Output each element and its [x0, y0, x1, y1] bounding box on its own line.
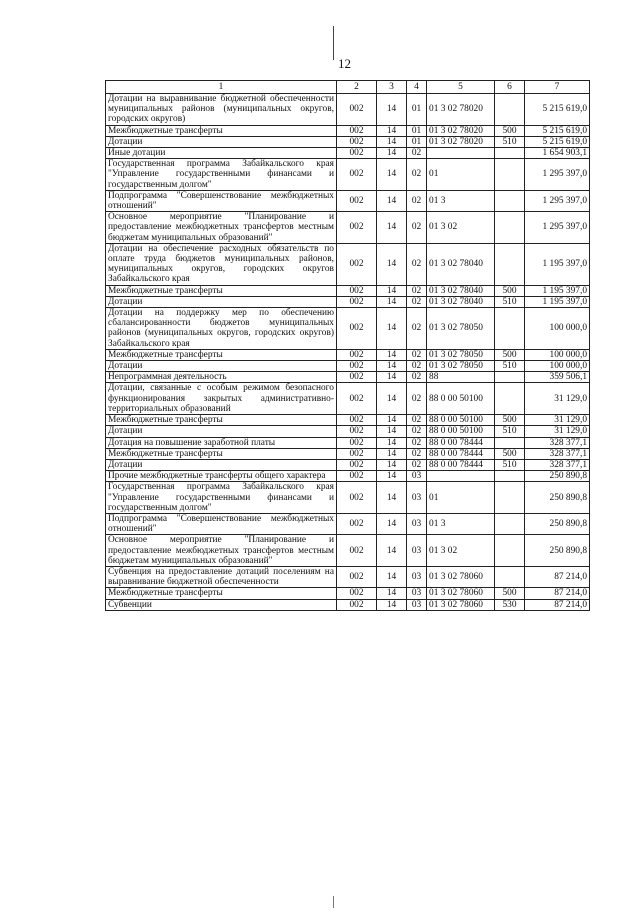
row-admin-code-cell: 002 — [337, 471, 377, 482]
row-amount-cell: 5 215 619,0 — [525, 94, 590, 126]
header-row — [106, 81, 590, 94]
table-row — [106, 125, 590, 136]
row-amount-cell: 31 129,0 — [525, 415, 590, 426]
row-amount-cell: 5 215 619,0 — [525, 125, 590, 136]
row-section-cell: 14 — [377, 349, 407, 360]
row-admin-code-cell: 002 — [337, 361, 377, 372]
row-expense-type-cell — [495, 148, 525, 159]
row-name-cell: Государственная программа Забайкальского края "Управление государственными финансами и государственным долгом" — [106, 482, 337, 514]
row-admin-code-cell: 002 — [337, 285, 377, 296]
row-subsection-cell: 02 — [407, 448, 427, 459]
row-name-cell: Дотации, связанные с особым режимом безопасного функционирования закрытых административно-территориальных образований — [106, 383, 337, 415]
row-target-code-cell: 01 3 02 78020 — [427, 125, 495, 136]
row-admin-code-cell: 002 — [337, 535, 377, 567]
table-row — [106, 361, 590, 372]
row-admin-code-cell: 002 — [337, 296, 377, 307]
row-target-code-cell: 01 3 02 78050 — [427, 349, 495, 360]
row-target-code-cell: 01 3 02 — [427, 535, 495, 567]
table-row — [106, 94, 590, 126]
row-expense-type-cell — [495, 212, 525, 244]
row-expense-type-cell: 510 — [495, 136, 525, 147]
row-admin-code-cell: 002 — [337, 448, 377, 459]
table-row — [106, 159, 590, 191]
row-expense-type-cell — [495, 513, 525, 534]
row-section-cell: 14 — [377, 308, 407, 350]
row-expense-type-cell — [495, 383, 525, 415]
row-amount-cell: 100 000,0 — [525, 349, 590, 360]
row-admin-code-cell: 002 — [337, 372, 377, 383]
row-amount-cell: 328 377,1 — [525, 448, 590, 459]
row-amount-cell: 87 214,0 — [525, 588, 590, 599]
row-expense-type-cell — [495, 243, 525, 285]
row-target-code-cell: 01 3 02 — [427, 212, 495, 244]
row-target-code-cell: 01 3 02 78050 — [427, 361, 495, 372]
header-cell-2: 2 — [337, 81, 377, 94]
row-admin-code-cell: 002 — [337, 437, 377, 448]
row-target-code-cell: 01 3 02 78050 — [427, 308, 495, 350]
table-row — [106, 136, 590, 147]
row-subsection-cell: 02 — [407, 459, 427, 470]
row-section-cell: 14 — [377, 243, 407, 285]
table-row — [106, 513, 590, 534]
row-expense-type-cell — [495, 372, 525, 383]
row-name-cell: Дотации на обеспечение расходных обязательств по оплате труда бюджетов муниципальных районов, муниципальных округов, городских округов Забайкальского края — [106, 243, 337, 285]
row-subsection-cell: 03 — [407, 566, 427, 587]
row-amount-cell: 250 890,8 — [525, 482, 590, 514]
row-expense-type-cell: 510 — [495, 361, 525, 372]
table-row — [106, 588, 590, 599]
row-subsection-cell: 01 — [407, 125, 427, 136]
row-admin-code-cell: 002 — [337, 190, 377, 211]
table-body — [106, 94, 590, 611]
row-name-cell: Дотации на поддержку мер по обеспечению сбалансированности бюджетов муниципальных районов (муниципальных округов, городских округов) Забайкальского края — [106, 308, 337, 350]
row-section-cell: 14 — [377, 212, 407, 244]
row-expense-type-cell: 510 — [495, 426, 525, 437]
table-row — [106, 426, 590, 437]
row-subsection-cell: 01 — [407, 94, 427, 126]
row-name-cell: Государственная программа Забайкальского края "Управление государственными финансами и государственным долгом" — [106, 159, 337, 191]
row-expense-type-cell — [495, 535, 525, 567]
header-cell-3: 3 — [377, 81, 407, 94]
row-target-code-cell: 01 3 02 78040 — [427, 296, 495, 307]
row-target-code-cell: 01 — [427, 482, 495, 514]
row-admin-code-cell: 002 — [337, 383, 377, 415]
row-section-cell: 14 — [377, 566, 407, 587]
row-section-cell: 14 — [377, 94, 407, 126]
row-target-code-cell: 88 0 00 78444 — [427, 448, 495, 459]
row-subsection-cell: 02 — [407, 159, 427, 191]
row-target-code-cell: 01 3 02 78060 — [427, 599, 495, 610]
row-section-cell: 14 — [377, 513, 407, 534]
row-target-code-cell: 01 3 — [427, 190, 495, 211]
row-expense-type-cell — [495, 437, 525, 448]
row-target-code-cell: 88 0 00 50100 — [427, 426, 495, 437]
row-admin-code-cell: 002 — [337, 482, 377, 514]
row-admin-code-cell: 002 — [337, 94, 377, 126]
row-target-code-cell: 01 3 02 78020 — [427, 136, 495, 147]
row-name-cell: Дотации — [106, 136, 337, 147]
row-expense-type-cell: 500 — [495, 415, 525, 426]
row-name-cell: Дотация на повышение заработной платы — [106, 437, 337, 448]
row-name-cell: Дотации — [106, 426, 337, 437]
table-row — [106, 459, 590, 470]
table-row — [106, 372, 590, 383]
row-amount-cell: 250 890,8 — [525, 513, 590, 534]
row-admin-code-cell: 002 — [337, 308, 377, 350]
row-name-cell: Межбюджетные трансферты — [106, 415, 337, 426]
row-subsection-cell: 01 — [407, 136, 427, 147]
table-row — [106, 349, 590, 360]
row-amount-cell: 1 295 397,0 — [525, 190, 590, 211]
row-amount-cell: 100 000,0 — [525, 308, 590, 350]
row-name-cell: Основное мероприятие "Планирование и предоставление межбюджетных трансфертов местным бюджетам муниципальных образований" — [106, 212, 337, 244]
row-name-cell: Иные дотации — [106, 148, 337, 159]
row-section-cell: 14 — [377, 415, 407, 426]
row-expense-type-cell — [495, 471, 525, 482]
row-subsection-cell: 02 — [407, 212, 427, 244]
row-subsection-cell: 02 — [407, 148, 427, 159]
row-section-cell: 14 — [377, 588, 407, 599]
row-target-code-cell: 88 0 00 78444 — [427, 459, 495, 470]
row-subsection-cell: 03 — [407, 535, 427, 567]
row-name-cell: Субвенции — [106, 599, 337, 610]
row-target-code-cell: 88 0 00 78444 — [427, 437, 495, 448]
header-cell-1: 1 — [106, 81, 337, 94]
row-admin-code-cell: 002 — [337, 243, 377, 285]
row-section-cell: 14 — [377, 383, 407, 415]
row-subsection-cell: 02 — [407, 437, 427, 448]
table-row — [106, 296, 590, 307]
row-target-code-cell: 88 0 00 50100 — [427, 415, 495, 426]
row-amount-cell: 1 654 903,1 — [525, 148, 590, 159]
row-section-cell: 14 — [377, 426, 407, 437]
row-subsection-cell: 02 — [407, 361, 427, 372]
row-amount-cell: 1 195 397,0 — [525, 285, 590, 296]
row-name-cell: Межбюджетные трансферты — [106, 448, 337, 459]
row-target-code-cell: 88 0 00 50100 — [427, 383, 495, 415]
table-row — [106, 566, 590, 587]
row-subsection-cell: 02 — [407, 243, 427, 285]
row-subsection-cell: 02 — [407, 308, 427, 350]
row-subsection-cell: 03 — [407, 513, 427, 534]
row-admin-code-cell: 002 — [337, 588, 377, 599]
row-section-cell: 14 — [377, 471, 407, 482]
row-admin-code-cell: 002 — [337, 566, 377, 587]
row-name-cell: Прочие межбюджетные трансферты общего характера — [106, 471, 337, 482]
row-subsection-cell: 02 — [407, 426, 427, 437]
row-name-cell: Межбюджетные трансферты — [106, 285, 337, 296]
row-target-code-cell — [427, 148, 495, 159]
row-expense-type-cell — [495, 308, 525, 350]
row-amount-cell: 328 377,1 — [525, 459, 590, 470]
row-target-code-cell: 88 — [427, 372, 495, 383]
fold-tick — [333, 896, 334, 908]
table-row — [106, 599, 590, 610]
row-section-cell: 14 — [377, 148, 407, 159]
header-cell-4: 4 — [407, 81, 427, 94]
row-target-code-cell: 01 — [427, 159, 495, 191]
row-admin-code-cell: 002 — [337, 136, 377, 147]
row-subsection-cell: 02 — [407, 285, 427, 296]
row-section-cell: 14 — [377, 159, 407, 191]
row-amount-cell: 100 000,0 — [525, 361, 590, 372]
row-amount-cell: 87 214,0 — [525, 599, 590, 610]
table-row — [106, 148, 590, 159]
row-subsection-cell: 02 — [407, 415, 427, 426]
row-expense-type-cell — [495, 566, 525, 587]
table-row — [106, 482, 590, 514]
row-target-code-cell: 01 3 02 78040 — [427, 285, 495, 296]
row-name-cell: Подпрограмма "Совершенствование межбюджетных отношений" — [106, 190, 337, 211]
row-name-cell: Дотации на выравнивание бюджетной обеспеченности муниципальных районов (муниципальных округов, городских округов) — [106, 94, 337, 126]
header-cell-7: 7 — [525, 81, 590, 94]
row-expense-type-cell: 500 — [495, 285, 525, 296]
row-amount-cell: 1 195 397,0 — [525, 296, 590, 307]
row-admin-code-cell: 002 — [337, 212, 377, 244]
header-cell-6: 6 — [495, 81, 525, 94]
row-expense-type-cell — [495, 482, 525, 514]
row-expense-type-cell — [495, 159, 525, 191]
row-section-cell: 14 — [377, 125, 407, 136]
row-amount-cell: 87 214,0 — [525, 566, 590, 587]
row-name-cell: Дотации — [106, 459, 337, 470]
row-admin-code-cell: 002 — [337, 599, 377, 610]
row-admin-code-cell: 002 — [337, 148, 377, 159]
row-expense-type-cell — [495, 190, 525, 211]
row-amount-cell: 1 295 397,0 — [525, 159, 590, 191]
row-expense-type-cell: 510 — [495, 296, 525, 307]
row-name-cell: Основное мероприятие "Планирование и предоставление межбюджетных трансфертов местным бюджетам муниципальных образований" — [106, 535, 337, 567]
row-name-cell: Подпрограмма "Совершенствование межбюджетных отношений" — [106, 513, 337, 534]
fold-line — [333, 26, 334, 60]
page-number: 12 — [338, 56, 351, 71]
row-amount-cell: 328 377,1 — [525, 437, 590, 448]
table-row — [106, 535, 590, 567]
row-name-cell: Субвенция на предоставление дотаций поселениям на выравнивание бюджетной обеспеченности — [106, 566, 337, 587]
row-section-cell: 14 — [377, 482, 407, 514]
table-row — [106, 285, 590, 296]
row-expense-type-cell — [495, 94, 525, 126]
row-amount-cell: 5 215 619,0 — [525, 136, 590, 147]
row-admin-code-cell: 002 — [337, 459, 377, 470]
row-target-code-cell: 01 3 02 78060 — [427, 588, 495, 599]
row-subsection-cell: 02 — [407, 349, 427, 360]
row-section-cell: 14 — [377, 372, 407, 383]
row-admin-code-cell: 002 — [337, 349, 377, 360]
row-subsection-cell: 03 — [407, 482, 427, 514]
budget-table — [105, 80, 590, 611]
row-admin-code-cell: 002 — [337, 159, 377, 191]
row-admin-code-cell: 002 — [337, 125, 377, 136]
table-row — [106, 383, 590, 415]
row-section-cell: 14 — [377, 448, 407, 459]
table-row — [106, 415, 590, 426]
table-row — [106, 243, 590, 285]
row-target-code-cell — [427, 471, 495, 482]
row-expense-type-cell: 500 — [495, 588, 525, 599]
row-admin-code-cell: 002 — [337, 513, 377, 534]
row-name-cell: Межбюджетные трансферты — [106, 588, 337, 599]
row-subsection-cell: 03 — [407, 471, 427, 482]
row-expense-type-cell: 510 — [495, 459, 525, 470]
row-amount-cell: 1 195 397,0 — [525, 243, 590, 285]
row-section-cell: 14 — [377, 599, 407, 610]
row-section-cell: 14 — [377, 437, 407, 448]
row-amount-cell: 31 129,0 — [525, 426, 590, 437]
row-name-cell: Непрограммная деятельность — [106, 372, 337, 383]
row-section-cell: 14 — [377, 136, 407, 147]
row-subsection-cell: 02 — [407, 296, 427, 307]
row-section-cell: 14 — [377, 190, 407, 211]
row-section-cell: 14 — [377, 535, 407, 567]
table-row — [106, 471, 590, 482]
row-section-cell: 14 — [377, 361, 407, 372]
row-target-code-cell: 01 3 02 78040 — [427, 243, 495, 285]
table-row — [106, 190, 590, 211]
row-name-cell: Межбюджетные трансферты — [106, 125, 337, 136]
row-target-code-cell: 01 3 02 78020 — [427, 94, 495, 126]
row-target-code-cell: 01 3 02 78060 — [427, 566, 495, 587]
row-name-cell: Дотации — [106, 361, 337, 372]
row-target-code-cell: 01 3 — [427, 513, 495, 534]
row-expense-type-cell: 500 — [495, 448, 525, 459]
table-row — [106, 448, 590, 459]
table-row — [106, 212, 590, 244]
row-subsection-cell: 02 — [407, 190, 427, 211]
row-name-cell: Межбюджетные трансферты — [106, 349, 337, 360]
row-section-cell: 14 — [377, 296, 407, 307]
row-section-cell: 14 — [377, 285, 407, 296]
row-expense-type-cell: 500 — [495, 125, 525, 136]
row-subsection-cell: 02 — [407, 372, 427, 383]
row-subsection-cell: 03 — [407, 599, 427, 610]
row-amount-cell: 250 890,8 — [525, 471, 590, 482]
table-row — [106, 437, 590, 448]
row-admin-code-cell: 002 — [337, 426, 377, 437]
row-subsection-cell: 03 — [407, 588, 427, 599]
header-cell-5: 5 — [427, 81, 495, 94]
row-subsection-cell: 02 — [407, 383, 427, 415]
row-amount-cell: 250 890,8 — [525, 535, 590, 567]
table-row — [106, 308, 590, 350]
row-admin-code-cell: 002 — [337, 415, 377, 426]
row-amount-cell: 31 129,0 — [525, 383, 590, 415]
row-amount-cell: 359 506,1 — [525, 372, 590, 383]
row-name-cell: Дотации — [106, 296, 337, 307]
row-expense-type-cell: 500 — [495, 349, 525, 360]
row-amount-cell: 1 295 397,0 — [525, 212, 590, 244]
row-section-cell: 14 — [377, 459, 407, 470]
row-expense-type-cell: 530 — [495, 599, 525, 610]
